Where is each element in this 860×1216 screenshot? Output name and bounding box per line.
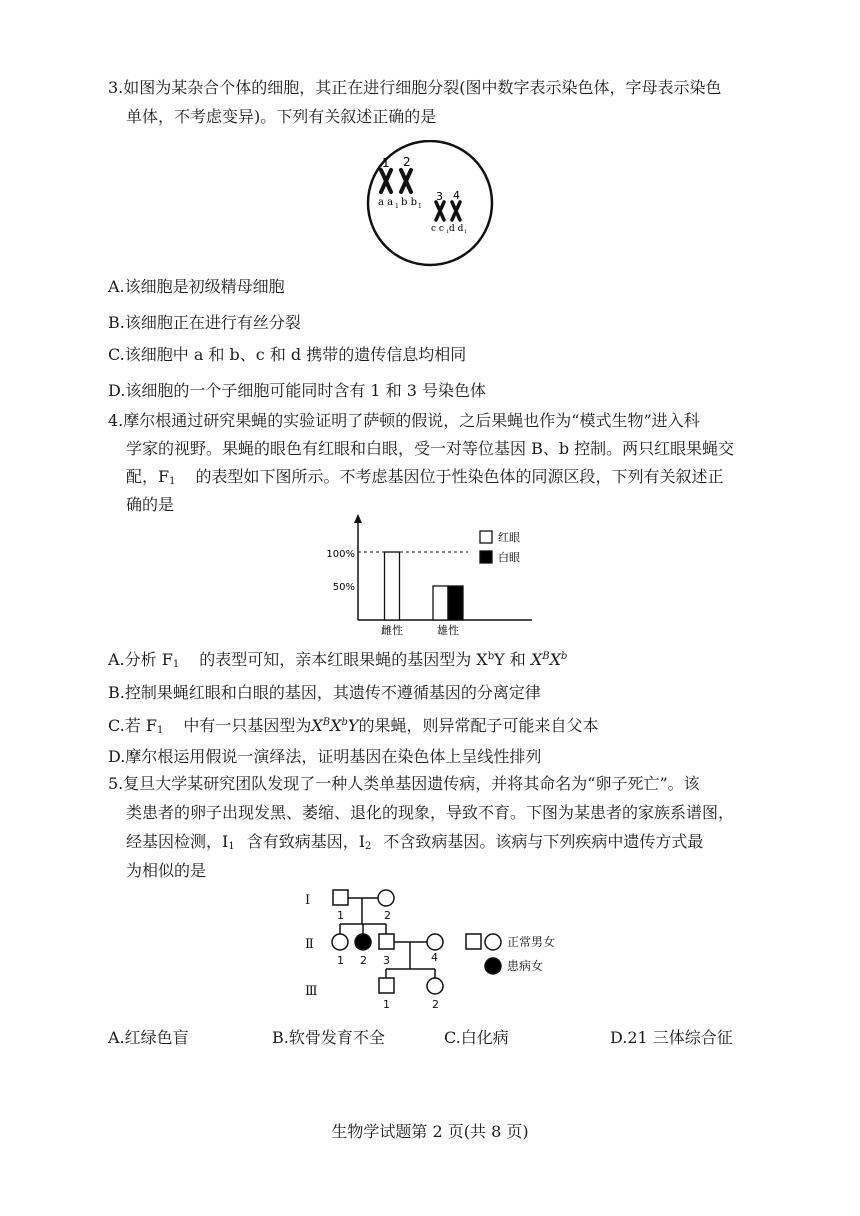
q3-option-a: A.该细胞是初级精母细胞 [108,277,285,296]
chromatid-label-c: c c [431,224,444,234]
q3-stem-line1: 3.如图为某杂合个体的细胞，其正在进行细胞分裂(图中数字表示染色体，字母表示染色 [108,78,722,97]
pedigree-number-i2: 2 [384,909,391,922]
generation-label-1: Ⅰ [305,893,311,908]
pedigree-number-iii1: 1 [383,998,390,1011]
chromosome-2 [401,170,411,192]
pedigree-iii2-female [427,978,443,994]
q4-option-a [108,646,567,676]
pedigree-ii2-affected-female [355,934,371,950]
y-axis-arrow [354,514,362,523]
q4-option-c-text: 中有一只基因型为 [183,716,312,735]
pedigree-number-ii4: 4 [431,951,438,964]
chromosome-number-4: 4 [453,189,460,202]
q5-option-b: B.软骨发育不全 [272,1028,385,1047]
q4-option-c-prefix: C.若 F [108,716,157,735]
x-tick-label-female: 雌性 [381,624,403,637]
chromosome-number-1: 1 [382,156,390,170]
y-tick-label-50: 50% [332,582,355,593]
q5-stem-line4: 为相似的是 [126,861,207,880]
q4-stem-f1-subscript: 1 [169,476,176,487]
family-pedigree-chart [300,882,570,1020]
q5-stem-i2-subscript: 2 [365,841,372,852]
pedigree-number-i1: 1 [337,909,344,922]
bar-male-white-eye [448,586,463,620]
legend-normal-label: 正常男女 [507,935,556,949]
q4-option-c-y: Y [347,716,359,735]
legend-label-white-eye: 白眼 [498,551,520,564]
q4-option-a-prefix: A.分析 F [108,650,173,669]
chromosome-3 [436,202,444,220]
q4-option-c-sup-b: b [341,717,348,728]
legend-normal-female-symbol [485,934,501,950]
chromatid-label-a: a a [378,197,394,208]
chromatid-label-d: d d [449,224,464,234]
q4-option-c [108,712,598,742]
q4-option-a-sup-B: B [542,651,550,662]
chromosome-number-3: 3 [436,190,443,203]
page-footer: 生物学试题第 2 页(共 8 页) [331,1122,529,1141]
legend-label-red-eye: 红眼 [498,531,520,544]
q4-option-c-text2: 的果蝇，则异常配子可能来自父本 [358,716,599,735]
q5-stem-line3-part1: 经基因检测，Ⅰ [126,832,229,851]
chromosome-4 [452,202,460,220]
q4-option-c-f1-subscript: 1 [156,725,164,736]
q5-stem-i1-subscript: 1 [228,841,235,852]
q4-stem-line4: 确的是 [126,495,175,514]
pedigree-number-iii2: 2 [432,998,439,1011]
q4-option-c-x1: X [311,716,323,735]
chromosome-number-2: 2 [403,155,411,169]
pedigree-iii1-male [379,978,394,993]
pedigree-i2-female [378,890,394,906]
q4-option-a-text2: Y 和 [494,650,531,669]
q5-stem-line1: 5.复旦大学某研究团队发现了一种人类单基因遗传病，并将其命名为“卵子死亡”。该 [108,774,700,793]
q4-option-a-sup-b2: b [561,651,568,662]
q4-stem-line1: 4.摩尔根通过研究果蝇的实验证明了萨顿的假说，之后果蝇也作为“模式生物”进入科 [108,411,700,430]
y-tick-label-100: 100% [326,549,355,560]
q4-option-a-sup-b: b [487,651,495,662]
q4-option-c-sup-B: B [322,717,331,728]
legend-swatch-white-eye [480,551,492,563]
q4-option-b: B.控制果蝇红眼和白眼的基因，其遗传不遵循基因的分离定律 [108,683,541,702]
pedigree-number-ii2: 2 [360,954,367,967]
pedigree-ii4-female [427,934,443,950]
chromatid-label-b: b b [401,197,417,208]
q4-option-a-x1: X [530,650,543,669]
bar-female-red-eye [385,552,400,620]
generation-label-2: Ⅱ [305,937,314,952]
legend-swatch-red-eye [480,531,492,543]
pedigree-number-ii3: 3 [383,954,390,967]
pedigree-ii1-female [332,934,348,950]
eye-color-bar-chart [320,514,535,640]
q5-stem-line3-part2: 含有致病基因，Ⅰ [246,832,366,851]
pedigree-number-ii1: 1 [337,954,344,967]
x-tick-label-male: 雄性 [437,624,459,637]
q4-option-a-f1-subscript: 1 [172,659,180,670]
q3-option-b: B.该细胞正在进行有丝分裂 [108,313,301,332]
q5-option-a: A.红绿色盲 [108,1028,189,1047]
chromatid-sub-b1: 1 [418,203,422,210]
q3-option-d: D.该细胞的一个子细胞可能同时含有 1 和 3 号染色体 [108,381,487,400]
legend-affected-female-symbol [485,958,501,974]
chromosome-1 [381,170,391,192]
q5-option-c: C.白化病 [444,1028,509,1047]
q5-stem-line3 [126,831,703,858]
q4-stem-line3 [126,466,724,493]
q4-stem-line3-part2: 的表型如下图所示。不考虑基因位于性染色体的同源区段，下列有关叙述正 [195,467,724,486]
q5-stem-line3-part3: 不含致病基因。该病与下列疾病中遗传方式最 [383,832,704,851]
chromatid-sub-d1: 1 [464,229,468,235]
q4-stem-line2: 学家的视野。果蝇的眼色有红眼和白眼，受一对等位基因 B、b 控制。两只红眼果蝇交 [126,439,735,458]
q4-option-d: D.摩尔根运用假说一演绎法，证明基因在染色体上呈线性排列 [108,747,542,766]
chromatid-sub-a1: 1 [395,203,399,210]
q4-option-c-x2: X [330,716,342,735]
q5-stem-line2: 类患者的卵子出现发黑、萎缩、退化的现象，导致不育。下图为某患者的家族系谱图， [126,803,735,822]
bar-male-red-eye [433,586,448,620]
q3-option-c: C.该细胞中 a 和 b、c 和 d 携带的遗传信息均相同 [108,345,467,364]
q4-option-a-text: 的表型可知，亲本红眼果蝇的基因型为 X [199,650,488,669]
q5-option-d: D.21 三体综合征 [610,1028,733,1047]
legend-affected-label: 患病女 [507,959,544,973]
chromatid-sub-c1: 1 [446,229,450,235]
cell-division-figure [365,140,495,268]
generation-label-3: Ⅲ [305,984,318,999]
q3-stem-line2: 单体，不考虑变异)。下列有关叙述正确的是 [126,107,437,126]
legend-normal-male-symbol [466,934,481,949]
pedigree-i1-male [333,890,348,905]
pedigree-ii3-male [379,934,394,949]
q4-option-a-x2: X [549,650,561,669]
q4-stem-line3-part1: 配，F [126,467,170,486]
